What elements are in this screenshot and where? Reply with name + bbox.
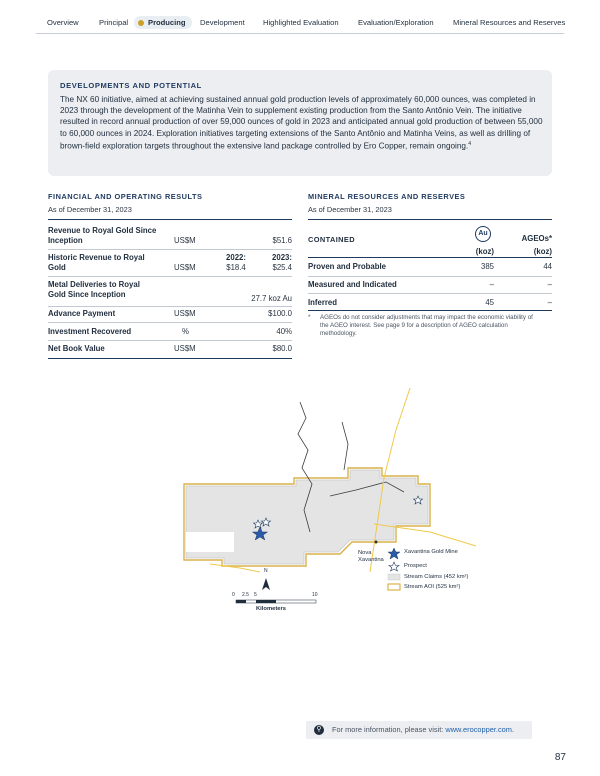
financial-row: Metal Deliveries to Royal Gold Since Inception 27.7 koz Au — [48, 280, 292, 303]
financial-bottom-rule — [48, 358, 292, 359]
mineral-top-rule — [308, 219, 552, 220]
link-icon: ⚲ — [314, 725, 324, 735]
row-divider — [48, 276, 292, 277]
top-navigation — [0, 18, 600, 32]
mineral-row: Measured and Indicated – – — [308, 280, 552, 289]
info-bar: ⚲ For more information, please visit: www.erocopper.com. — [306, 721, 532, 739]
nav-mineral-resources[interactable]: Mineral Resources and Reserves — [453, 18, 566, 27]
nav-producing[interactable]: Producing — [134, 16, 192, 29]
mineral-header: CONTAINED Au AGEOs* (koz) (koz) — [308, 226, 552, 256]
nav-evaluation-exploration[interactable]: Evaluation/Exploration — [358, 18, 434, 27]
developments-panel — [48, 70, 552, 176]
legend-aoi: Stream AOI (525 km²) — [404, 584, 461, 590]
property-map — [180, 382, 480, 622]
row-divider — [308, 293, 552, 294]
row-divider — [48, 306, 292, 307]
nav-overview[interactable]: Overview — [47, 18, 79, 27]
nav-divider — [36, 33, 564, 34]
active-dot-icon — [138, 20, 144, 26]
nav-principal[interactable]: Principal — [99, 18, 129, 27]
excluded-zone — [186, 532, 234, 552]
scale-bar-segment — [256, 600, 276, 603]
scale-bar-segment — [236, 600, 246, 603]
page-number: 87 — [554, 752, 566, 763]
mineral-title: MINERAL RESOURCES AND RESERVES — [308, 192, 466, 201]
mineral-row: Proven and Probable 385 44 — [308, 262, 552, 271]
nav-highlighted-evaluation[interactable]: Highlighted Evaluation — [263, 18, 339, 27]
website-link[interactable]: www.erocopper.com — [445, 725, 512, 734]
developments-body: The NX 60 initiative, aimed at achieving sustained annual gold production levels of approximately 60,000 ounces, was completed in 2023 through the development of the Matinha Vein to supplement existing production from the Santo Antônio Vein. The initiative resulted in record annual production of over 59,000 ounces of gold in 2023 and anticipated annual gold production of between 55,000 to 60,000 ounces in 2024. Exploration initiatives targeting extensions of the Santo Antônio and Matinha Veins, as well as drilling of brown-field exploration targets throughout the extensive land package controlled by Ero Copper, remain ongoing.$^4$ — [60, 95, 543, 151]
financial-title: FINANCIAL AND OPERATING RESULTS — [48, 192, 203, 201]
town-label: Nova Xavantina — [358, 550, 384, 563]
footnote-ref: 4 — [468, 140, 472, 147]
row-divider — [48, 340, 292, 341]
financial-row: Historic Revenue to Royal Gold US$M 2022: $18.4 2023: $25.4 — [48, 253, 292, 272]
gold-outline-box-icon — [388, 584, 400, 590]
financial-top-rule — [48, 219, 292, 220]
scale-unit: Kilometers — [256, 606, 286, 612]
row-divider — [308, 276, 552, 277]
mineral-row: Inferred 45 – — [308, 298, 552, 307]
gold-symbol-icon: Au — [475, 226, 491, 242]
scale-tick: 2.5 — [242, 592, 249, 598]
north-arrow-icon — [262, 578, 270, 590]
financial-row: Net Book Value US$M $80.0 — [48, 344, 292, 353]
scale-tick: 5 — [254, 592, 257, 598]
road — [210, 564, 260, 572]
row-divider — [48, 322, 292, 323]
developments-title: DEVELOPMENTS AND POTENTIAL — [60, 81, 202, 90]
north-label: N — [264, 568, 268, 574]
financial-asof: As of December 31, 2023 — [48, 205, 132, 214]
legend-claims: Stream Claims (452 km²) — [404, 574, 469, 580]
financial-row: Revenue to Royal Gold Since Inception US$M $51.6 — [48, 226, 292, 245]
mineral-header-rule — [308, 257, 552, 258]
town-marker — [375, 541, 378, 544]
scale-tick: 10 — [312, 592, 318, 598]
financial-row: Advance Payment US$M $100.0 — [48, 309, 292, 318]
grey-box-icon — [388, 574, 400, 580]
river — [342, 422, 348, 470]
legend-prospect: Prospect — [404, 563, 427, 569]
nav-development[interactable]: Development — [200, 18, 245, 27]
scale-tick: 0 — [232, 592, 235, 598]
mineral-bottom-rule — [308, 310, 552, 311]
row-divider — [48, 249, 292, 250]
financial-row: Investment Recovered % 40% — [48, 327, 292, 336]
mineral-asof: As of December 31, 2023 — [308, 205, 392, 214]
legend-mine: Xavantina Gold Mine — [404, 549, 458, 555]
